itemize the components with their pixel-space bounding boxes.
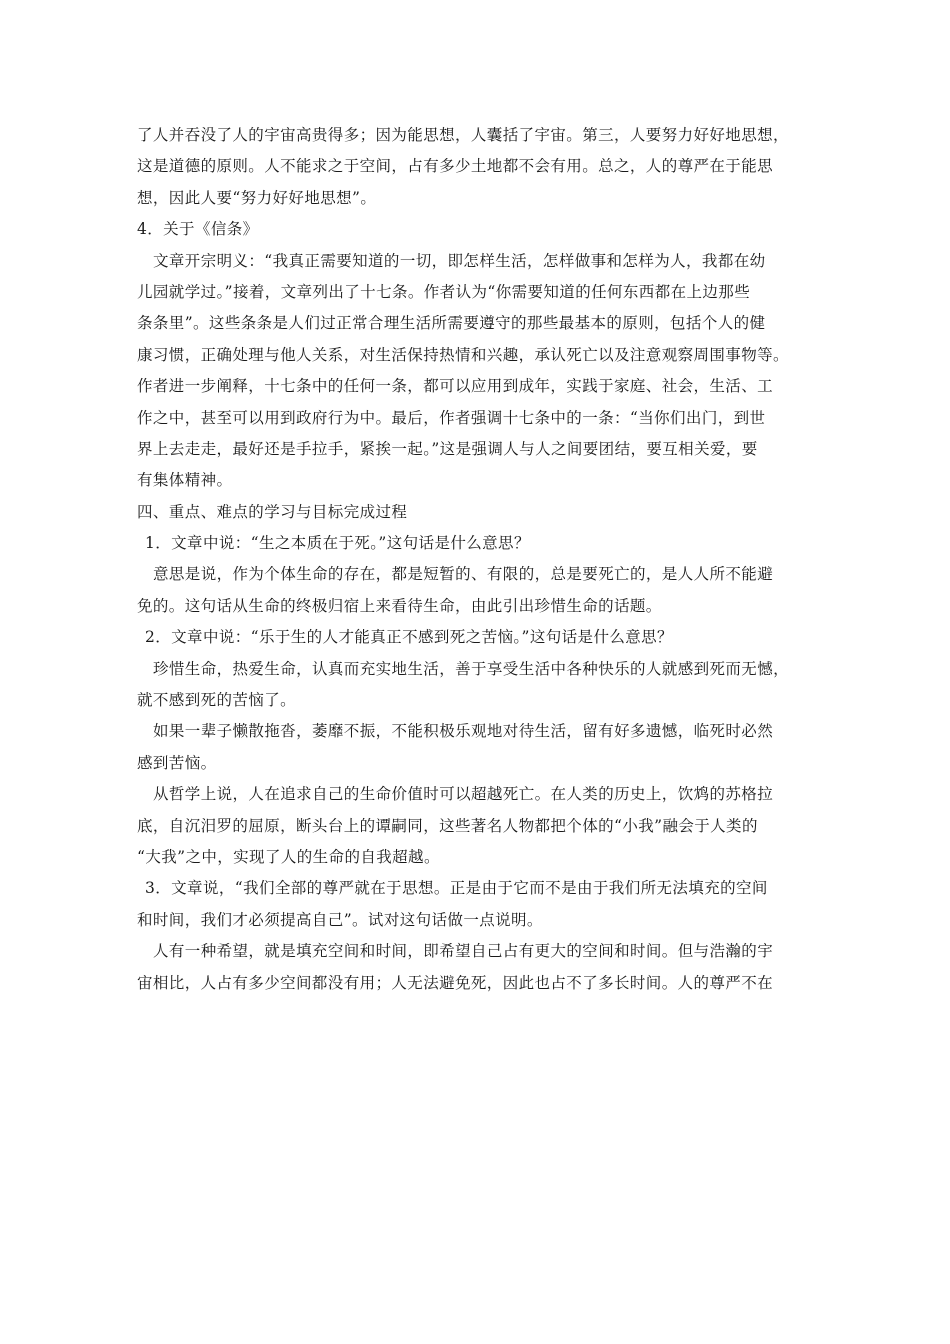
text-line: 想，因此人要“努力好好地思想”。	[137, 188, 377, 207]
text-line: 底，自沉汨罗的屈原，断头台上的谭嗣同，这些著名人物都把个体的“小我”融会于人类的	[137, 816, 758, 835]
text-line: 条条里”。这些条条是人们过正常合理生活所需要遵守的那些最基本的原则，包括个人的健	[137, 314, 766, 333]
text-line: 从哲学上说，人在追求自己的生命价值时可以超越死亡。在人类的历史上，饮鸩的苏格拉	[153, 785, 774, 804]
text-line: 就不感到死的苦恼了。	[137, 691, 297, 710]
text-line: 意思是说，作为个体生命的存在，都是短暂的、有限的，总是要死亡的，是人人所不能避	[153, 565, 774, 584]
text-line: 免的。这句话从生命的终极归宿上来看待生命，由此引出珍惜生命的话题。	[137, 596, 662, 615]
text-line: 3．文章说，“我们全部的尊严就在于思想。正是由于它而不是由于我们所无法填充的空间	[145, 879, 768, 898]
text-line: 这是道德的原则。人不能求之于空间，占有多少土地都不会有用。总之，人的尊严在于能思	[137, 157, 774, 176]
text-line: 宙相比，人占有多少空间都没有用；人无法避免死，因此也占不了多长时间。人的尊严不在	[137, 973, 774, 992]
text-line: 作者进一步阐释，十七条中的任何一条，都可以应用到成年，实践于家庭、社会，生活、工	[137, 377, 774, 396]
text-line: 界上去走走，最好还是手拉手，紧挨一起。”这是强调人与人之间要团结，要互相关爱，要	[137, 439, 758, 458]
text-line: 珍惜生命，热爱生命，认真而充实地生活，善于享受生活中各种快乐的人就感到死而无憾，	[153, 659, 790, 678]
text-line: “大我”之中，实现了人的生命的自我超越。	[137, 847, 440, 866]
text-line: 康习惯，正确处理与他人关系，对生活保持热情和兴趣，承认死亡以及注意观察周围事物等。	[137, 345, 789, 364]
text-line: 四、重点、难点的学习与目标完成过程	[137, 502, 408, 521]
text-line: 感到苦恼。	[137, 753, 217, 772]
document-page	[137, 120, 817, 999]
text-line: 人有一种希望，就是填充空间和时间，即希望自己占有更大的空间和时间。但与浩瀚的宇	[153, 942, 774, 961]
text-line: 有集体精神。	[137, 471, 233, 490]
text-line: 了人并吞没了人的宇宙高贵得多；因为能思想，人囊括了宇宙。第三，人要努力好好地思想，	[137, 126, 789, 144]
text-line: 作之中，甚至可以用到政府行为中。最后，作者强调十七条中的一条：“当你们出门，到世	[137, 408, 766, 427]
text-line: 2．文章中说：“乐于生的人才能真正不感到死之苦恼。”这句话是什么意思？	[145, 628, 673, 647]
text-line: 和时间，我们才必须提高自己”。试对这句话做一点说明。	[137, 910, 543, 929]
text-line: 儿园就学过。”接着，文章列出了十七条。作者认为“你需要知道的任何东西都在上边那些	[137, 282, 751, 301]
text-line: 如果一辈子懒散拖沓，萎靡不振，不能积极乐观地对待生活，留有好多遗憾，临死时必然	[153, 722, 774, 741]
text-line: 1．文章中说：“生之本质在于死。”这句话是什么意思？	[145, 534, 530, 553]
text-line: 4．关于《信条》	[137, 220, 259, 239]
text-line: 文章开宗明义：“我真正需要知道的一切，即怎样生活，怎样做事和怎样为人，我都在幼	[153, 251, 766, 270]
